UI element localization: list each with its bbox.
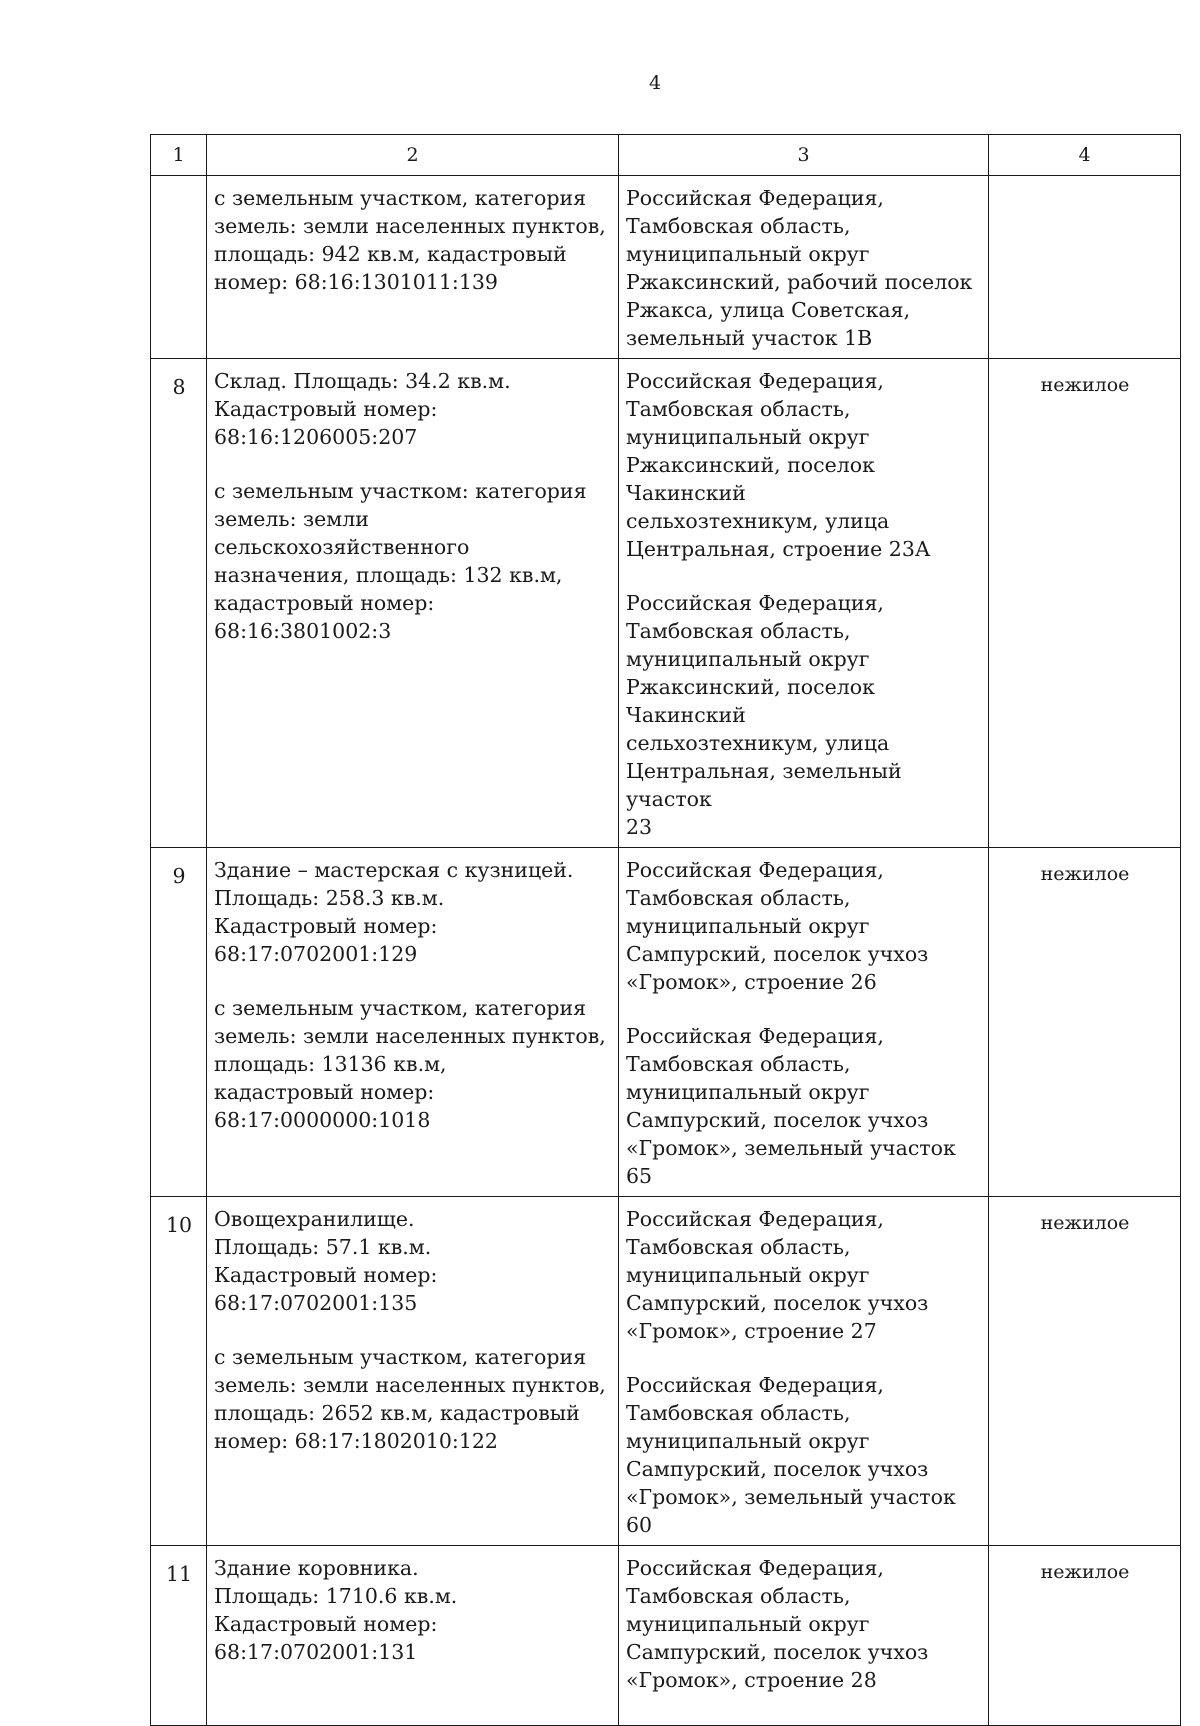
object-description: с земельным участком: категория земель: земли сельскохозяйственного назначения, площадь: 132 кв.м, кадастровый номер: 68:16:3801002:3 — [214, 479, 587, 643]
object-description: Здание – мастерская с кузницей. Площадь: 258.3 кв.м. Кадастровый номер: 68:17:0702001:129 — [214, 858, 574, 966]
object-description: с земельным участком, категория земель: земли населенных пунктов, площадь: 13136 кв.м, кадастровый номер: 68:17:0000000:1018 — [214, 996, 606, 1132]
object-address: Российская Федерация, Тамбовская область, муниципальный округ Сампурский, поселок учхоз «Громок», земельный участок 60 — [626, 1373, 956, 1537]
object-address-cell — [619, 359, 989, 848]
object-type: нежилое — [989, 1546, 1181, 1726]
object-address-cell — [619, 1197, 989, 1546]
table-row — [151, 1197, 1181, 1546]
object-description: с земельным участком, категория земель: земли населенных пунктов, площадь: 942 кв.м, кадастровый номер: 68:16:1301011:139 — [214, 186, 606, 294]
object-description: Здание коровника. Площадь: 1710.6 кв.м. Кадастровый номер: 68:17:0702001:131 — [214, 1556, 458, 1664]
object-description-cell — [207, 1197, 619, 1546]
object-address: Российская Федерация, Тамбовская область, муниципальный округ Ржаксинский, рабочий поселок Ржакса, улица Советская, земельный участок 1В — [626, 186, 973, 350]
table-row — [151, 848, 1181, 1197]
object-type: нежилое — [989, 1197, 1181, 1546]
column-header-3: 3 — [619, 135, 989, 176]
object-address-cell — [619, 1546, 989, 1726]
object-address: Российская Федерация, Тамбовская область, муниципальный округ Сампурский, поселок учхоз «Громок», строение 27 — [626, 1207, 929, 1343]
row-number — [151, 176, 207, 359]
object-type: нежилое — [989, 359, 1181, 848]
object-description-cell — [207, 359, 619, 848]
object-description-cell — [207, 1546, 619, 1726]
table-row — [151, 1546, 1181, 1726]
column-header-2: 2 — [207, 135, 619, 176]
object-address: Российская Федерация, Тамбовская область, муниципальный округ Сампурский, поселок учхоз «Громок», строение 28 — [626, 1556, 929, 1692]
object-address: Российская Федерация, Тамбовская область, муниципальный округ Сампурский, поселок учхоз «Громок», строение 26 — [626, 858, 929, 994]
object-address-cell — [619, 176, 989, 359]
property-table — [150, 134, 1181, 1726]
table-row — [151, 359, 1181, 848]
row-number: 8 — [151, 359, 207, 848]
object-description-cell — [207, 176, 619, 359]
object-description: Овощехранилище. Площадь: 57.1 кв.м. Кадастровый номер: 68:17:0702001:135 — [214, 1207, 438, 1315]
table-row — [151, 176, 1181, 359]
object-description: с земельным участком, категория земель: земли населенных пунктов, площадь: 2652 кв.м, кадастровый номер: 68:17:1802010:122 — [214, 1345, 606, 1453]
object-description-cell — [207, 848, 619, 1197]
object-description: Склад. Площадь: 34.2 кв.м. Кадастровый номер: 68:16:1206005:207 — [214, 369, 511, 449]
object-type: нежилое — [989, 848, 1181, 1197]
object-type — [989, 176, 1181, 359]
object-address: Российская Федерация, Тамбовская область, муниципальный округ Сампурский, поселок учхоз «Громок», земельный участок 65 — [626, 1024, 956, 1188]
table-header-row — [151, 135, 1181, 176]
row-number: 10 — [151, 1197, 207, 1546]
column-header-1: 1 — [151, 135, 207, 176]
object-address-cell — [619, 848, 989, 1197]
column-header-4: 4 — [989, 135, 1181, 176]
row-number: 11 — [151, 1546, 207, 1726]
row-number: 9 — [151, 848, 207, 1197]
object-address: Российская Федерация, Тамбовская область, муниципальный округ Ржаксинский, поселок Чакинский сельхозтехникум, улица Центральная, строение 23А — [626, 369, 931, 561]
page-number: 4 — [648, 72, 662, 94]
object-address: Российская Федерация, Тамбовская область, муниципальный округ Ржаксинский, поселок Чакинский сельхозтехникум, улица Центральная, земельный участок 23 — [626, 591, 902, 839]
